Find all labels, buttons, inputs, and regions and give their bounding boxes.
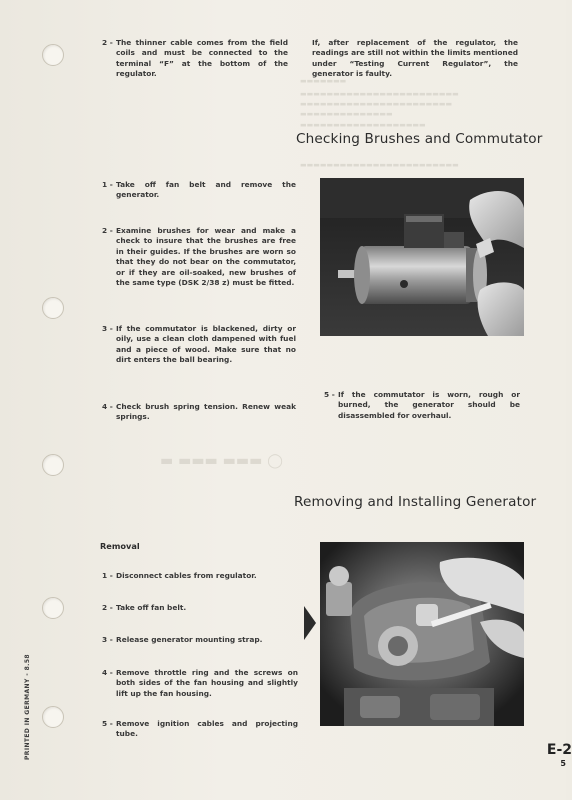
step-text: Take off fan belt and remove the generator. — [116, 180, 296, 200]
gen-step-3 — [102, 635, 298, 645]
step-text: Remove ignition cables and projecting tube. — [116, 719, 298, 739]
generator-illustration — [320, 178, 524, 336]
pointer-arrow-icon — [304, 606, 316, 640]
punch-hole — [42, 297, 64, 319]
brush-step-2 — [102, 226, 296, 288]
note-text: If, after replacement of the regulator, the readings are still not within the limits mentioned under “Testing Current Regulator”, the generator is faulty. — [312, 38, 518, 79]
generator-brushes-photo — [320, 178, 524, 336]
punch-hole — [42, 706, 64, 728]
engine-illustration — [320, 542, 524, 726]
bleed-through-text: ▬▬▬▬▬▬▬ — [300, 77, 347, 85]
bleed-through-text: ▬▬▬▬▬▬▬▬▬▬▬▬▬▬▬▬▬▬▬▬▬▬▬ — [300, 100, 453, 108]
step-number: 1 - — [102, 180, 113, 189]
step-text: If the commutator is blackened, dirty or oily, use a clean cloth dampened with fuel and a piece of wood. Make sure that no dirt enters the ball bearing. — [116, 324, 296, 365]
bleed-through-text: ▬▬▬▬▬▬▬▬▬▬▬▬▬▬▬▬▬▬▬ — [300, 121, 426, 129]
step-number: 2 - — [102, 226, 113, 235]
gen-step-1 — [102, 571, 298, 581]
page-sub-number: 5 — [560, 759, 566, 768]
section-title-generator: Removing and Installing Generator — [294, 494, 537, 510]
step-number: 3 - — [102, 324, 113, 333]
bleed-through-text: ▬▬▬▬▬▬▬▬▬▬▬▬▬▬▬▬▬▬▬▬▬▬▬▬ — [300, 161, 459, 169]
top-step-2 — [102, 38, 288, 80]
section-title-brushes: Checking Brushes and Commutator — [296, 131, 543, 147]
brush-step-1 — [102, 180, 296, 201]
bleed-through-text: ▬ ▬▬▬ ▬▬▬ ◯ — [160, 453, 283, 469]
step-text: Release generator mounting strap. — [116, 635, 263, 644]
step-number: 2 - — [102, 603, 113, 612]
step-number: 1 - — [102, 571, 113, 580]
step-number: 5 - — [102, 719, 113, 728]
printed-in-germany-note: PRINTED IN GERMANY - 8.58 — [24, 654, 31, 760]
page-number: E-2 — [546, 742, 572, 758]
step-text: Take off fan belt. — [116, 603, 187, 612]
punch-hole — [42, 44, 64, 66]
bleed-through-text: ▬▬▬▬▬▬▬▬▬▬▬▬▬▬▬▬▬▬▬▬▬▬▬▬ — [300, 90, 459, 98]
punch-hole — [42, 597, 64, 619]
step-text: Remove throttle ring and the screws on both sides of the fan housing and slightly lift up the fan housing. — [116, 668, 298, 698]
engine-compartment-photo — [320, 542, 524, 726]
step-text: Disconnect cables from regulator. — [116, 571, 257, 580]
step-number: 4 - — [102, 668, 113, 677]
regulator-note — [312, 38, 518, 80]
step-text: Examine brushes for wear and make a check to insure that the brushes are free in their guides. If the brushes are worn so that they do not bear on the commutator, or if they are oil-soaked, new brushes of the same type (DSK 2/38 z) must be fitted. — [116, 226, 296, 288]
brush-step-5 — [324, 390, 520, 421]
step-text: If the commutator is worn, rough or burned, the generator should be disassembled for overhaul. — [338, 390, 520, 420]
removal-subtitle: Removal — [100, 541, 140, 551]
step-number: 5 - — [324, 390, 335, 399]
step-number: 2 - — [102, 38, 113, 47]
step-number: 3 - — [102, 635, 113, 644]
gen-step-4 — [102, 668, 298, 699]
step-number: 4 - — [102, 402, 113, 411]
brush-step-3 — [102, 324, 296, 366]
gen-step-5 — [102, 719, 298, 740]
gen-step-2 — [102, 603, 298, 613]
bleed-through-text: ▬▬▬▬▬▬▬▬▬▬▬▬▬▬ — [300, 110, 393, 118]
step-text: Check brush spring tension. Renew weak springs. — [116, 402, 296, 422]
step-text: The thinner cable comes from the field coils and must be connected to the terminal “F” at the bottom of the regulator. — [116, 38, 288, 79]
brush-step-4 — [102, 402, 296, 423]
punch-hole — [42, 454, 64, 476]
